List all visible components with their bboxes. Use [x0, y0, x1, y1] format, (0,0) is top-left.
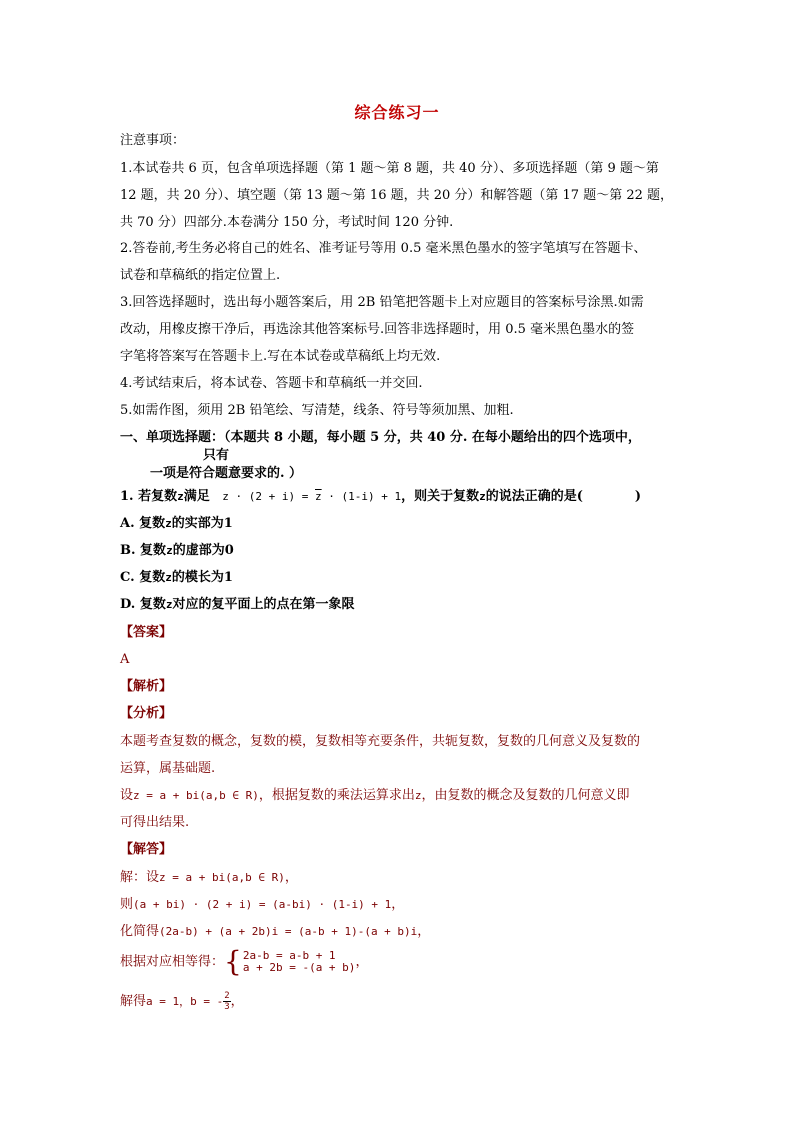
notice-line-1: 1.本试卷共 6 页，包含单项选择题（第 1 题～第 8 题，共 40 分）、多项选择题（第 9 题～第 [120, 161, 659, 176]
notice-line-8: 字笔将答案写在答题卡上.写在本试卷或草稿纸上均无效. [120, 349, 441, 364]
notice-line-7: 改动，用橡皮擦干净后，再选涂其他答案标号.回答非选择题时，用 0.5 毫米黑色墨水的签 [120, 322, 635, 337]
solution-line-1: 解：设z = a + bi(a,b ∈ R)， [120, 870, 298, 885]
fenxi-line-3: 设z = a + bi(a,b ∈ R)，根据复数的乘法运算求出z，由复数的概念及复数的几何意义即 [120, 788, 630, 803]
solution-line-5: 解得a = 1，b = - $\frac{2}{3}$ ， [120, 991, 244, 1012]
fenxi-tag: 【分析】 [120, 706, 173, 721]
section-heading-line-1: 一、单项选择题：（本题共 8 小题，每小题 5 分，共 40 分. 在每小题给出的四个选项中， [120, 430, 641, 445]
option-c: C. 复数z的模长为1 [120, 570, 233, 585]
left-brace-icon: { [224, 945, 242, 978]
section-heading-line-2: 只有 [203, 448, 230, 463]
fenxi-line-2: 运算，属基础题. [120, 761, 216, 776]
answer-value: A [120, 652, 130, 667]
question-1-stem [120, 488, 641, 506]
fenxi-line-4: 可得出结果. [120, 815, 190, 830]
question-equation: $z \cdot (2 + i) = \overline{z} \cdot (1-i) + 1$ [222, 490, 402, 503]
answer-paren-close: ) [634, 489, 642, 504]
notice-line-10: 5.如需作图，须用 2B 铅笔绘、写清楚，线条、符号等须加黑、加粗. [120, 403, 514, 418]
fenxi-line-1: 本题考查复数的概念，复数的模，复数相等充要条件，共轭复数，复数的几何意义及复数的 [120, 734, 641, 749]
notice-line-9: 4.考试结束后，将本试卷、答题卡和草稿纸一并交回. [120, 376, 423, 391]
notice-line-5: 试卷和草稿纸的指定位置上. [120, 268, 281, 283]
question-mid: 满足 [183, 489, 210, 504]
answer-paren-open: ( [576, 489, 583, 504]
page-title: 综合练习一 [354, 103, 440, 122]
notice-line-6: 3.回答选择题时，选出每小题答案后，用 2B 铅笔把答题卡上对应题目的答案标号涂黑.如需 [120, 295, 644, 310]
question-var: z [177, 490, 184, 503]
option-d: D. 复数z对应的复平面上的点在第一象限 [120, 597, 355, 612]
section-heading-line-3: 一项是符合题意要求的. ） [150, 466, 303, 481]
notice-line-3: 共 70 分）四部分.本卷满分 150 分，考试时间 120 分钟. [120, 215, 454, 230]
analysis-tag: 【解析】 [120, 679, 173, 694]
solution-line-3: 化简得(2a-b) + (a + 2b)i = (a-b + 1)-(a + b)i， [120, 924, 431, 939]
notice-line-4: 2.答卷前,考生务必将自己的姓名、准考证号等用 0.5 毫米黑色墨水的签字笔填写在答题卡、 [120, 241, 647, 256]
answer-tag: 【答案】 [120, 625, 173, 640]
notice-line-2: 12 题，共 20 分）、填空题（第 13 题～第 16 题，共 20 分）和解答题（第 17 题～第 22 题， [120, 188, 674, 203]
solution-line-2: 则(a + bi) · (2 + i) = (a-bi) · (1-i) + 1， [120, 897, 405, 912]
option-b: B. 复数z的虚部为0 [120, 543, 234, 558]
solution-line-4: 根据对应相等得：{ 2a-b = a-b + 1 a + 2b = -(a + b) ， [120, 945, 369, 978]
option-a: A. 复数z的实部为1 [120, 516, 233, 531]
notice-heading: 注意事项： [120, 133, 186, 148]
question-prefix: 1. 若复数 [120, 489, 178, 504]
question-suffix: ，则关于复数 [401, 489, 480, 504]
question-suffix-2: 的说法正确的是 [485, 489, 577, 504]
jieda-tag: 【解答】 [120, 842, 173, 857]
fraction: $\frac{2}{3}$ [224, 991, 230, 1012]
question-var-2: z [479, 490, 486, 503]
